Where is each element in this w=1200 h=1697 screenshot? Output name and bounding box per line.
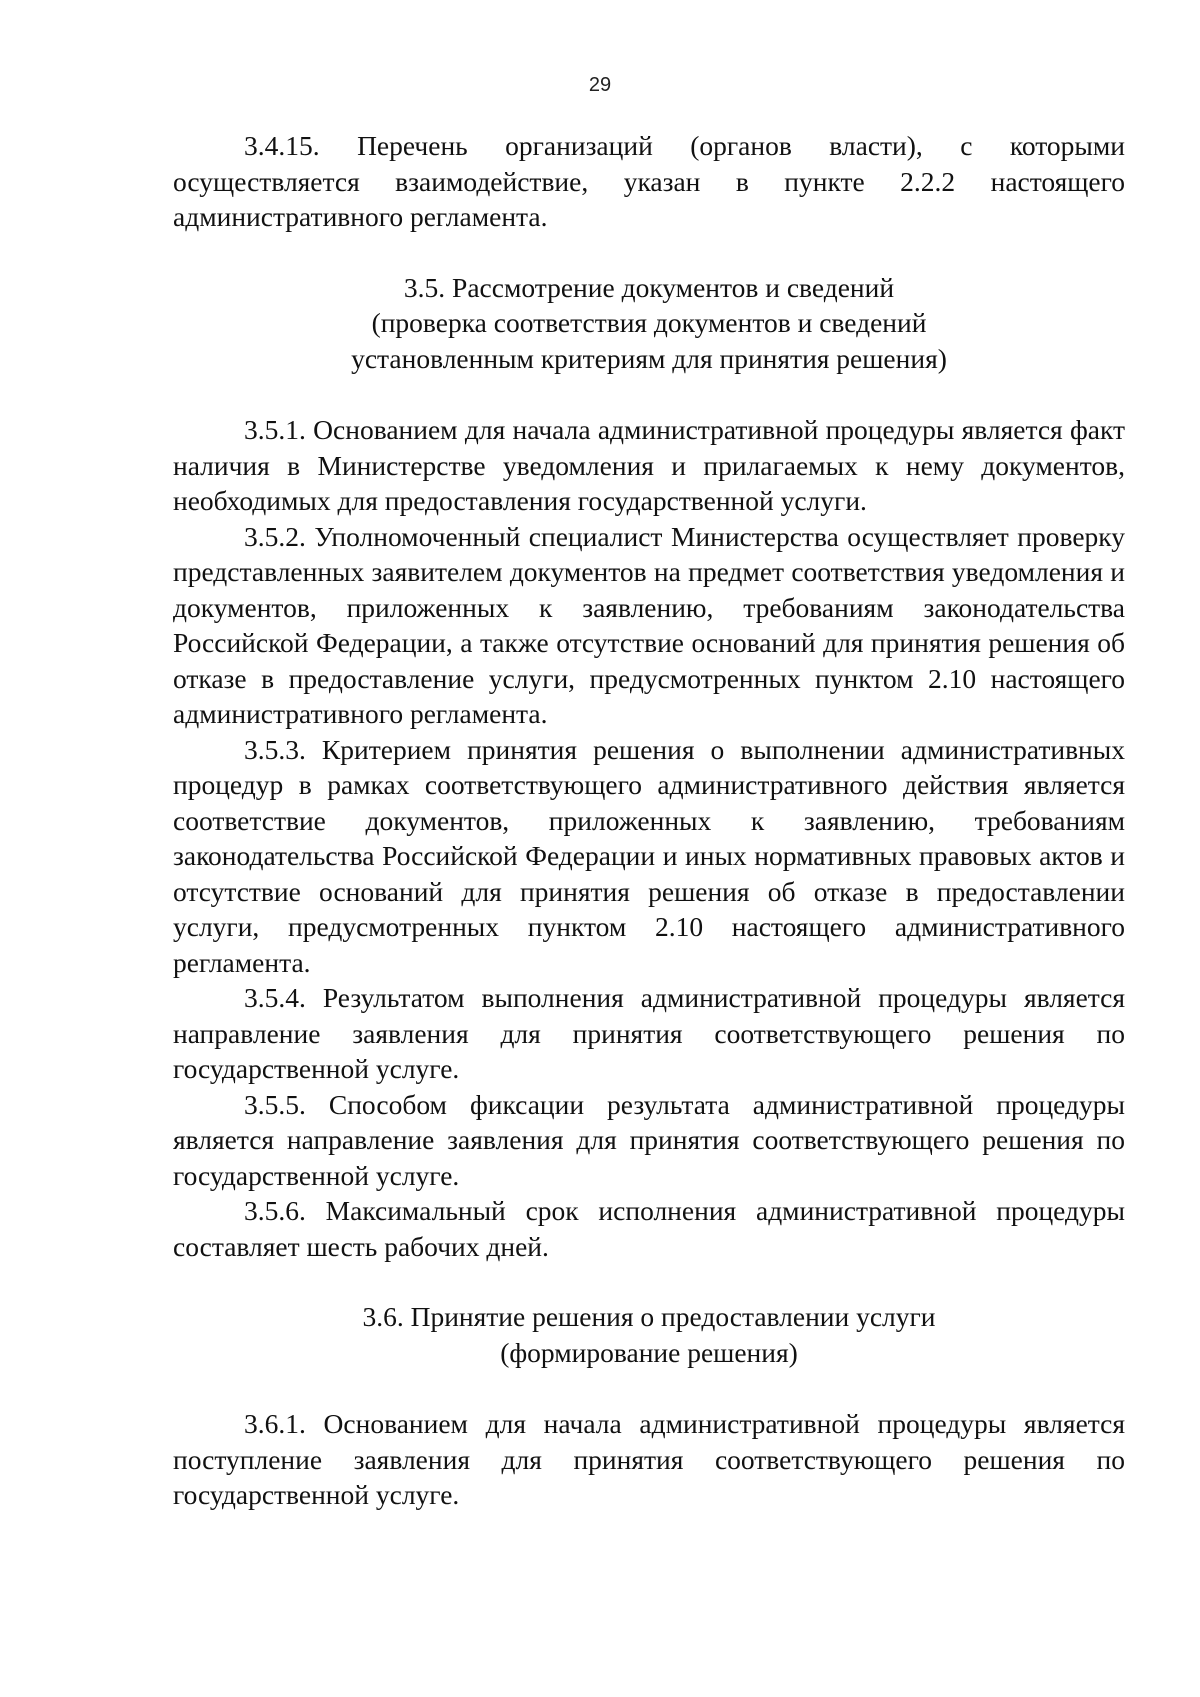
page-number: 29: [588, 74, 612, 96]
paragraph-3-5-5: 3.5.5. Способом фиксации результата административной процедуры является направление заявления для принятия соответствующего решения по государственной услуге.: [173, 1088, 1125, 1191]
paragraph-3-5-6: 3.5.6. Максимальный срок исполнения административной процедуры составляет шесть рабочих дней.: [173, 1195, 1125, 1262]
heading-3-5-line-1: 3.5. Рассмотрение документов и сведений: [403, 271, 895, 303]
paragraph-3-6-1: 3.6.1. Основанием для начала административной процедуры является поступление заявления для принятия соответствующего решения по государственной услуге.: [173, 1408, 1125, 1510]
heading-3-6-line-1: 3.6. Принятие решения о предоставлении услуги: [362, 1301, 936, 1332]
paragraph-3-5-4: 3.5.4. Результатом выполнения административной процедуры является направление заявления для принятия соответствующего решения по государственной услуге.: [173, 982, 1125, 1084]
section-3-6-paragraphs: [173, 1406, 1125, 1513]
section-heading-3-5: [173, 270, 1125, 377]
heading-3-5-line-3: установленным критериям для принятия решения): [351, 342, 947, 374]
heading-3-6-line-2: (формирование решения): [500, 1336, 798, 1368]
heading-3-5-line-2: (проверка соответствия документов и сведений: [371, 307, 927, 338]
paragraph-3-5-2: 3.5.2. Уполномоченный специалист Министерства осуществляет проверку представленных заявителем документов на предмет соответствия уведомления и документов, приложенных к заявлению, требованиям законодательства Российской Федерации, а также отсутствие оснований для принятия решения об отказе в предоставление услуги, предусмотренных пунктом 2.10 настоящего административного регламента.: [173, 520, 1125, 729]
section-3-5-paragraphs: [173, 412, 1125, 1264]
paragraph-3-4-15: 3.4.15. Перечень организаций (органов власти), с которыми осуществляется взаимодействие, указан в пункте 2.2.2 настоящего административного регламента.: [173, 130, 1125, 232]
paragraph-3-5-3: 3.5.3. Критерием принятия решения о выполнении административных процедур в рамках соответствующего административного действия является соответствие документов, приложенных к заявлению, требованиям законодательства Российской Федерации и иных нормативных правовых актов и отсутствие оснований для принятия решения об отказе в предоставлении услуги, предусмотренных пунктом 2.10 настоящего административного регламента.: [173, 733, 1125, 978]
document-body: [173, 128, 1125, 1513]
paragraph-3-5-1: 3.5.1. Основанием для начала административной процедуры является факт наличия в Министерстве уведомления и прилагаемых к нему документов, необходимых для предоставления государственной услуги.: [173, 414, 1125, 516]
section-heading-3-6: [173, 1299, 1125, 1370]
